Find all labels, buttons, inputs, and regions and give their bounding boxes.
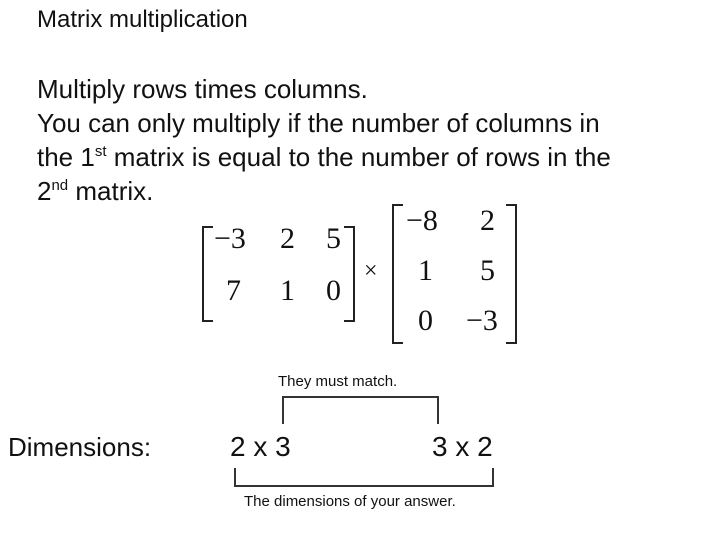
matrix-b-cell: 1	[418, 254, 433, 287]
matrix-a	[192, 216, 362, 320]
dimension-second: 3 x 2	[432, 431, 493, 462]
intro-line-1: Multiply rows times columns.	[37, 74, 368, 104]
page-title: Matrix multiplication	[37, 6, 248, 33]
ordinal-superscript-nd: nd	[51, 177, 69, 194]
matrix-b-cell: 0	[418, 304, 433, 337]
matrix-b-cell: 2	[480, 204, 495, 237]
match-bracket-top	[282, 396, 438, 398]
intro-line-3-end: matrix is equal to the number of rows in the	[106, 142, 611, 172]
matrix-b-left-bracket	[392, 204, 403, 344]
matrix-a-cell: 2	[280, 222, 295, 255]
answer-bracket-left	[234, 468, 236, 486]
match-annotation: They must match.	[278, 373, 398, 390]
matrix-b-cell: −3	[466, 304, 498, 337]
intro-line-3-start: the 1	[37, 142, 95, 172]
intro-line-4-start: 2	[37, 176, 52, 206]
matrix-b-cell: 5	[480, 254, 495, 287]
matrix-b	[388, 200, 524, 346]
intro-line-2: You can only multiply if the number of columns in	[37, 108, 600, 138]
match-bracket-right	[437, 396, 439, 424]
answer-bracket-right	[492, 468, 494, 486]
match-bracket-left	[282, 396, 284, 424]
matrix-a-right-bracket	[344, 226, 355, 322]
intro-line-3	[37, 140, 611, 174]
ordinal-superscript-st: st	[94, 143, 107, 160]
matrix-a-cell: 5	[326, 222, 341, 255]
answer-annotation: The dimensions of your answer.	[244, 493, 456, 510]
dimensions-label: Dimensions:	[8, 432, 152, 462]
matrix-a-cell: −3	[214, 222, 246, 255]
multiplication-sign: ×	[364, 258, 378, 284]
intro-line-4-end: matrix.	[68, 176, 154, 206]
matrix-b-right-bracket	[506, 204, 517, 344]
intro-line-4	[37, 174, 153, 208]
matrix-a-cell: 7	[226, 274, 241, 307]
matrix-a-left-bracket	[202, 226, 213, 322]
matrix-b-cell: −8	[406, 204, 438, 237]
answer-bracket-bottom	[234, 485, 494, 487]
matrix-a-cell: 1	[280, 274, 295, 307]
dimension-first: 2 x 3	[230, 431, 291, 462]
matrix-a-cell: 0	[326, 274, 341, 307]
